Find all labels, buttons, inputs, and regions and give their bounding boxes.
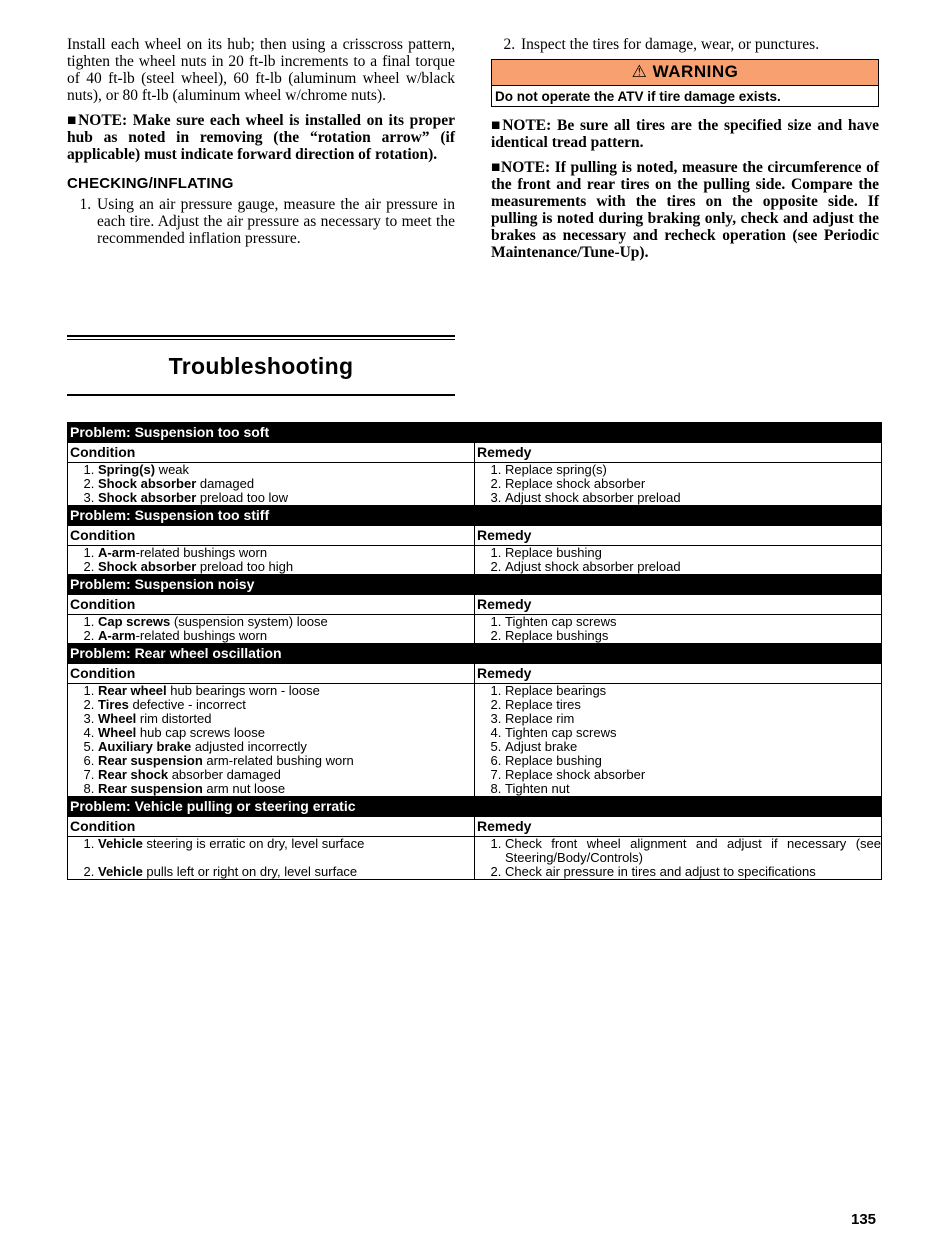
condition-component: Rear suspension <box>98 781 203 796</box>
remedy-item: 1. Tighten cap screws <box>505 615 881 629</box>
condition-item <box>98 491 474 505</box>
condition-item <box>98 740 474 754</box>
condition-detail: (suspension system) loose <box>170 614 328 629</box>
remedy-cell <box>475 615 882 644</box>
remedy-header: Remedy <box>475 443 882 463</box>
column-header-row <box>68 526 882 546</box>
remedy-item: 8. Tighten nut <box>505 782 881 796</box>
condition-detail: preload too high <box>196 559 294 574</box>
remedy-cell <box>475 684 882 797</box>
condition-detail: weak <box>155 462 190 477</box>
condition-detail: pulls left or right on dry, level surface <box>142 864 358 879</box>
condition-detail: adjusted incorrectly <box>191 739 307 754</box>
problem-title: Problem: Suspension too stiff <box>68 506 882 526</box>
table-row <box>68 684 882 797</box>
condition-item <box>98 726 474 740</box>
warning-title <box>492 60 878 86</box>
inspect-steps <box>491 36 879 53</box>
remedy-item: 3. Replace rim <box>505 712 881 726</box>
condition-item <box>98 837 474 865</box>
column-header-row <box>68 817 882 837</box>
warning-text: Do not operate the ATV if tire damage exists. <box>495 89 781 104</box>
remedy-item: 2. Replace bushings <box>505 629 881 643</box>
condition-item <box>98 684 474 698</box>
condition-item <box>98 698 474 712</box>
condition-item <box>98 768 474 782</box>
condition-detail: defective - incorrect <box>128 697 246 712</box>
condition-item <box>98 463 474 477</box>
remedy-cell <box>475 546 882 575</box>
condition-detail: damaged <box>196 476 255 491</box>
condition-header: Condition <box>68 817 475 837</box>
table-row <box>68 463 882 506</box>
problem-row <box>68 797 882 817</box>
condition-component: Wheel <box>98 711 137 726</box>
condition-detail: rim distorted <box>136 711 212 726</box>
problem-row <box>68 575 882 595</box>
condition-component: A-arm <box>98 628 136 643</box>
inflating-steps <box>67 196 455 247</box>
problem-title: Problem: Suspension noisy <box>68 575 882 595</box>
problem-title: Problem: Suspension too soft <box>68 423 882 443</box>
condition-component: A-arm <box>98 545 136 560</box>
condition-component: Rear suspension <box>98 753 203 768</box>
column-header-row <box>68 595 882 615</box>
condition-item <box>98 712 474 726</box>
condition-cell <box>68 684 475 797</box>
remedy-header: Remedy <box>475 526 882 546</box>
condition-item <box>98 629 474 643</box>
step-2: 2. Inspect the tires for damage, wear, or punctures. <box>519 36 879 53</box>
remedy-item: 1. Replace bearings <box>505 684 881 698</box>
remedy-cell <box>475 463 882 506</box>
remedy-item: 6. Replace bushing <box>505 754 881 768</box>
troubleshooting-rule-top <box>67 335 455 340</box>
checking-inflating-heading: CHECKING/INFLATING <box>67 175 234 192</box>
table-row <box>68 615 882 644</box>
condition-detail: arm-related bushing worn <box>202 753 354 768</box>
condition-detail: absorber damaged <box>168 767 281 782</box>
condition-item <box>98 546 474 560</box>
condition-header: Condition <box>68 664 475 684</box>
remedy-item: 2. Check air pressure in tires and adjust to specifications <box>505 865 881 879</box>
condition-detail: steering is erratic on dry, level surface <box>142 836 365 851</box>
condition-component: Shock absorber <box>98 490 197 505</box>
condition-cell <box>68 546 475 575</box>
warning-label: WARNING <box>652 62 739 81</box>
condition-item <box>98 615 474 629</box>
condition-detail: arm nut loose <box>202 781 286 796</box>
remedy-item: 7. Replace shock absorber <box>505 768 881 782</box>
condition-component: Vehicle <box>98 864 143 879</box>
condition-component: Shock absorber <box>98 476 197 491</box>
wheel-install-text: Install each wheel on its hub; then using a crisscross pattern, tighten the wheel nuts in 20 ft-lb increments to a final torque of 40 ft-lb (steel wheel), 60 ft-lb (aluminum wheel w/black nuts), or 80 ft-lb (aluminum wheel w/chrome nuts). <box>67 36 455 104</box>
left-column <box>67 36 455 247</box>
warning-box <box>491 59 879 107</box>
condition-cell <box>68 837 475 880</box>
remedy-header: Remedy <box>475 595 882 615</box>
remedy-item: 4. Tighten cap screws <box>505 726 881 740</box>
pulling-note: ■NOTE: If pulling is noted, measure the circumference of the front and rear tires on the pulling side. Compare the measurements with the tires on the opposite side. If pulling is noted during braking only, check and adjust the brakes as necessary and recheck operation (see Periodic Maintenance/Tune-Up). <box>491 159 879 261</box>
remedy-item: 3. Adjust shock absorber preload <box>505 491 881 505</box>
condition-component: Rear shock <box>98 767 169 782</box>
remedy-item: 1. Replace bushing <box>505 546 881 560</box>
warning-triangle-icon: ⚠ <box>631 62 648 81</box>
remedy-header: Remedy <box>475 817 882 837</box>
condition-header: Condition <box>68 526 475 546</box>
remedy-item: 2. Replace tires <box>505 698 881 712</box>
table-row <box>68 546 882 575</box>
remedy-item: 2. Adjust shock absorber preload <box>505 560 881 574</box>
condition-detail: -related bushings worn <box>135 545 268 560</box>
condition-component: Shock absorber <box>98 559 197 574</box>
condition-component: Cap screws <box>98 614 171 629</box>
condition-item <box>98 560 474 574</box>
remedy-header: Remedy <box>475 664 882 684</box>
remedy-item: 1. Check front wheel alignment and adjust if necessary (see Steering/Body/Controls) <box>505 837 881 865</box>
column-header-row <box>68 664 882 684</box>
tire-size-note: ■NOTE: Be sure all tires are the specified size and have identical tread pattern. <box>491 117 879 151</box>
problem-title: Problem: Rear wheel oscillation <box>68 644 882 664</box>
table-row <box>68 837 882 880</box>
page-number: 135 <box>851 1211 877 1228</box>
remedy-item: 1. Replace spring(s) <box>505 463 881 477</box>
condition-component: Wheel <box>98 725 137 740</box>
condition-component: Tires <box>98 697 129 712</box>
condition-detail: preload too low <box>196 490 289 505</box>
condition-component: Auxiliary brake <box>98 739 192 754</box>
troubleshooting-table <box>67 422 882 880</box>
troubleshooting-title: Troubleshooting <box>168 353 354 379</box>
problem-row <box>68 644 882 664</box>
remedy-item: 5. Adjust brake <box>505 740 881 754</box>
condition-item <box>98 782 474 796</box>
condition-cell <box>68 463 475 506</box>
step-1: 1. Using an air pressure gauge, measure the air pressure in each tire. Adjust the air pressure as necessary to meet the recommended inflation pressure. <box>95 196 455 247</box>
problem-row <box>68 423 882 443</box>
condition-detail: hub cap screws loose <box>136 725 265 740</box>
condition-component: Rear wheel <box>98 683 167 698</box>
troubleshooting-rule-bottom <box>67 394 455 396</box>
column-header-row <box>68 443 882 463</box>
remedy-item: 2. Replace shock absorber <box>505 477 881 491</box>
condition-header: Condition <box>68 443 475 463</box>
condition-header: Condition <box>68 595 475 615</box>
problem-row <box>68 506 882 526</box>
condition-cell <box>68 615 475 644</box>
condition-detail: -related bushings worn <box>135 628 268 643</box>
condition-item <box>98 865 474 879</box>
condition-component: Vehicle <box>98 836 143 851</box>
condition-component: Spring(s) <box>98 462 156 477</box>
condition-item <box>98 754 474 768</box>
problem-title: Problem: Vehicle pulling or steering erratic <box>68 797 882 817</box>
condition-detail: hub bearings worn - loose <box>166 683 320 698</box>
right-column <box>491 36 879 269</box>
remedy-cell <box>475 837 882 880</box>
rotation-note: ■NOTE: Make sure each wheel is installed on its proper hub as noted in removing (the “rotation arrow” (if applicable) must indicate forward direction of rotation). <box>67 112 455 163</box>
condition-item <box>98 477 474 491</box>
